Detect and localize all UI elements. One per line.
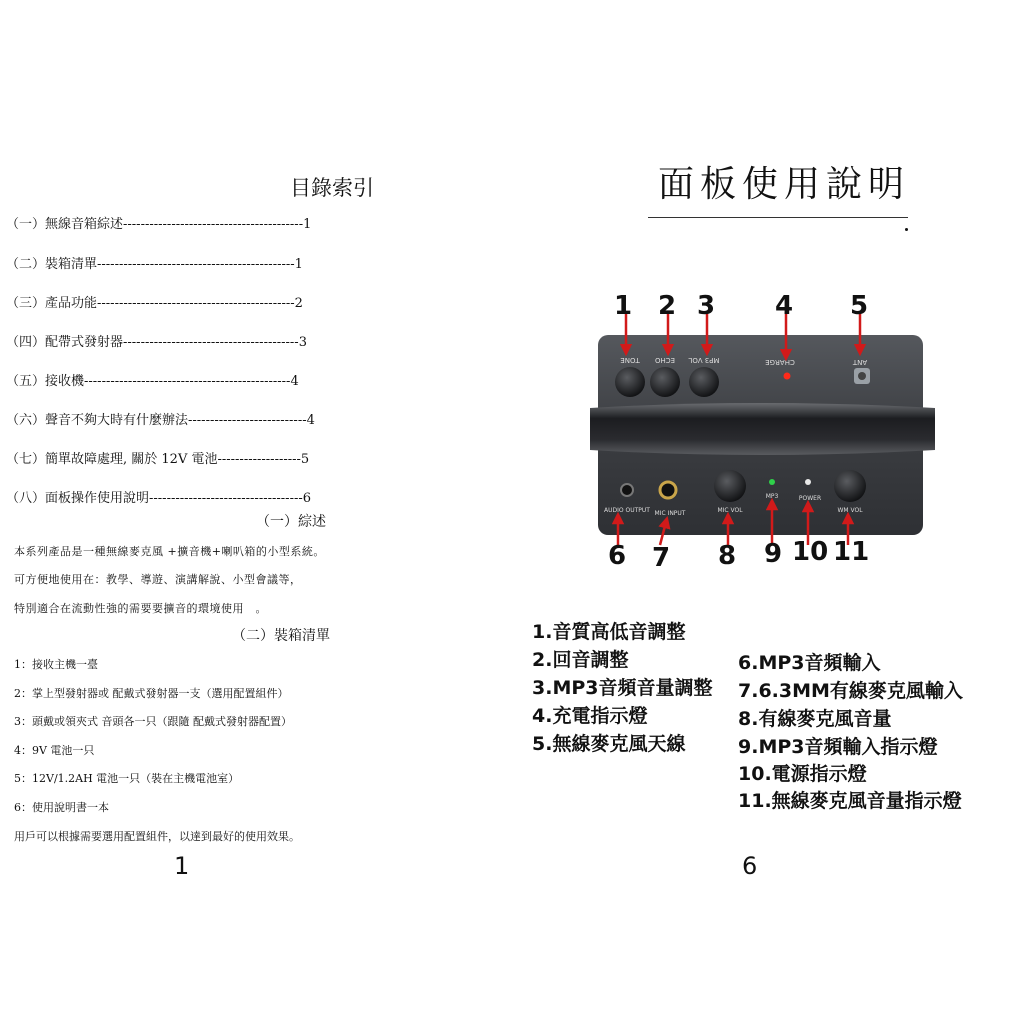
echo-label: ECHO bbox=[654, 356, 676, 364]
mic-vol-knob bbox=[714, 470, 746, 502]
list-item: 4：9V 電池一只 bbox=[14, 744, 95, 757]
power-led bbox=[805, 479, 811, 485]
section-heading: （一）綜述 bbox=[256, 514, 326, 530]
body-line: 特別適合在流動性強的需要要擴音的環境使用 。 bbox=[14, 602, 267, 615]
toc-item: （三）產品功能---------------------------------------------2 bbox=[6, 296, 303, 311]
dot-mark bbox=[905, 228, 908, 231]
callout-number: 11 bbox=[833, 537, 870, 567]
toc-item: （四）配帶式發射器----------------------------------------3 bbox=[6, 335, 307, 350]
wm-vol-label: WM VOL bbox=[837, 507, 863, 514]
handle-band bbox=[590, 403, 935, 455]
body-line: 可方便地使用在：教學、導遊、演講解說、小型會議等， bbox=[14, 573, 302, 586]
callout-number: 5 bbox=[850, 291, 869, 321]
callout-number: 4 bbox=[775, 291, 794, 321]
device-panel-illustration bbox=[590, 290, 935, 575]
mp3-vol-knob bbox=[689, 367, 719, 397]
list-item: 5：12V/1.2AH 電池一只（裝在主機電池室） bbox=[14, 772, 240, 785]
callout-number: 6 bbox=[608, 541, 627, 571]
audio-output-jack bbox=[621, 484, 633, 496]
callout-number: 9 bbox=[764, 539, 783, 569]
tone-knob bbox=[615, 367, 645, 397]
title-rule bbox=[648, 217, 908, 218]
list-item: 6：使用說明書一本 bbox=[14, 801, 109, 814]
toc-item: （七）簡單故障處理, 關於 12V 電池-------------------5 bbox=[6, 452, 310, 467]
legend-item: 6.MP3音頻輸入 bbox=[738, 652, 881, 674]
legend-item: 8.有線麥克風音量 bbox=[738, 708, 892, 730]
power-label: POWER bbox=[798, 495, 822, 502]
charge-label: CHARGE bbox=[765, 358, 795, 366]
mp3-vol-label: MP3 VOL bbox=[688, 356, 720, 364]
mic-input-jack bbox=[660, 482, 676, 498]
legend-item: 10.電源指示燈 bbox=[738, 763, 867, 785]
legend-item: 7.6.3MM有線麥克風輸入 bbox=[738, 680, 963, 702]
toc-item: （五）接收機-----------------------------------------------4 bbox=[6, 374, 299, 389]
legend-item: 3.MP3音頻音量調整 bbox=[532, 677, 713, 699]
list-item: 3：頭戴或領夾式 音頭各一只（跟隨 配戴式發射器配置） bbox=[14, 715, 292, 728]
mic-input-label: MIC INPUT bbox=[654, 510, 686, 517]
audio-output-label: AUDIO OUTPUT bbox=[604, 507, 650, 514]
callout-number: 1 bbox=[614, 291, 633, 321]
body-line: 本系列產品是一種無線麥克風 +擴音機+喇叭箱的小型系統。 bbox=[14, 545, 325, 558]
wm-vol-knob bbox=[834, 470, 866, 502]
callout-number: 8 bbox=[718, 541, 737, 571]
list-item: 1：接收主機一臺 bbox=[14, 658, 98, 671]
mp3-led bbox=[769, 479, 775, 485]
mic-vol-label: MIC VOL bbox=[717, 507, 743, 514]
callout-number: 3 bbox=[697, 291, 716, 321]
toc-item: （二）裝箱清單---------------------------------------------1 bbox=[6, 257, 303, 272]
list-item: 用戶可以根據需要選用配置組件，以達到最好的使用效果。 bbox=[14, 830, 300, 843]
legend-item: 4.充電指示燈 bbox=[532, 705, 648, 727]
page-number: 1 bbox=[174, 852, 190, 880]
section-heading: （二）裝箱清單 bbox=[232, 628, 330, 644]
ant-label: ANT bbox=[852, 358, 868, 366]
callout-number: 2 bbox=[658, 291, 677, 321]
legend-item: 11.無線麥克風音量指示燈 bbox=[738, 790, 962, 812]
toc-item: （一）無線音箱綜述-----------------------------------------1 bbox=[6, 217, 312, 232]
callout-number: 7 bbox=[652, 543, 671, 573]
legend-item: 5.無線麥克風天線 bbox=[532, 733, 686, 755]
charge-led bbox=[784, 373, 791, 380]
legend-item: 2.回音調整 bbox=[532, 649, 629, 671]
page-number: 6 bbox=[742, 852, 758, 880]
toc-title: 目錄索引 bbox=[290, 176, 374, 200]
page-title: 面板使用說明 bbox=[658, 164, 911, 205]
mp3-label: MP3 bbox=[765, 493, 779, 500]
list-item: 2：掌上型發射器或 配戴式發射器一支（選用配置組件） bbox=[14, 687, 289, 700]
callout-number: 10 bbox=[792, 537, 829, 567]
echo-knob bbox=[650, 367, 680, 397]
tone-label: TONE bbox=[620, 356, 640, 364]
toc-item: （六）聲音不夠大時有什麼辦法---------------------------4 bbox=[6, 413, 315, 428]
legend-item: 1.音質高低音調整 bbox=[532, 621, 686, 643]
legend-item: 9.MP3音頻輸入指示燈 bbox=[738, 736, 938, 758]
toc-item: （八）面板操作使用說明-----------------------------------6 bbox=[6, 491, 312, 506]
